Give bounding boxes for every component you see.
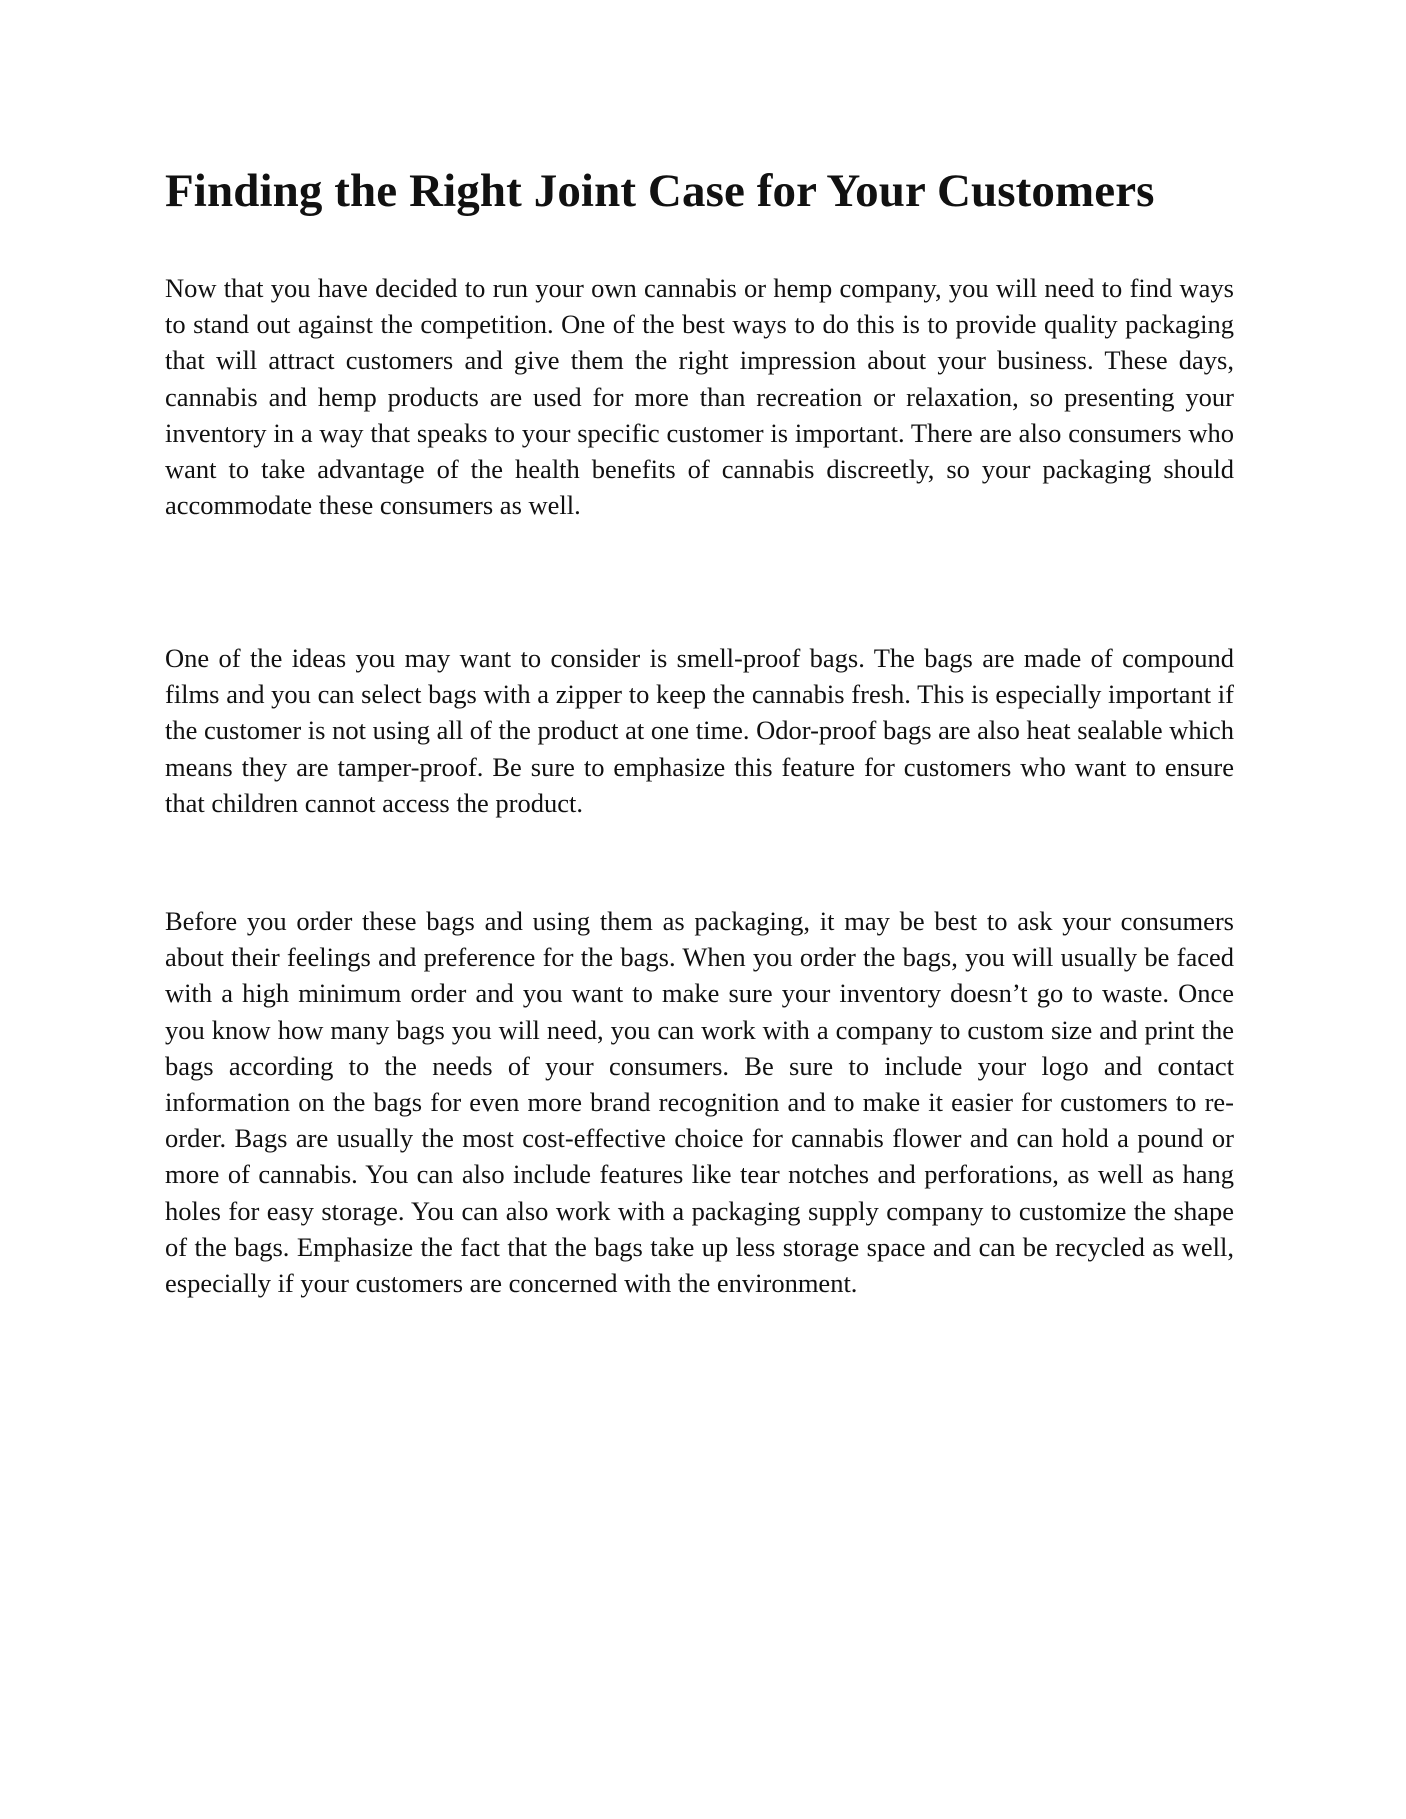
paragraph-intro: Now that you have decided to run your own cannabis or hemp company, you will need to find ways to stand out against the competition. One of the best ways to do this is to provide quality packaging that will attract customers and give them the right impression about your business. These days, cannabis and hemp products are used for more than recreation or relaxation, so presenting your inventory in a way that speaks to your specific customer is important. There are also consumers who want to take advantage of the health benefits of cannabis discreetly, so your packaging should accommodate these consumers as well. [165, 273, 1234, 521]
paragraph-ordering-bags: Before you order these bags and using them as packaging, it may be best to ask your consumers about their feelings and preference for the bags. When you order the bags, you will usually be faced with a high minimum order and you want to make sure your inventory doesn’t go to waste. Once you know how many bags you will need, you can work with a company to custom size and print the bags according to the needs of your consumers. Be sure to include your logo and contact information on the bags for even more brand recognition and to make it easier for customers to re-order. Bags are usually the most cost-effective choice for cannabis flower and can hold a pound or more of cannabis. You can also include features like tear notches and perforations, as well as hang holes for easy storage. You can also work with a packaging supply company to customize the shape of the bags. Emphasize the fact that the bags take up less storage space and can be recycled as well, especially if your customers are concerned with the environment. [165, 906, 1234, 1299]
document-title: Finding the Right Joint Case for Your Customers [165, 165, 1155, 217]
paragraph-smell-proof-bags: One of the ideas you may want to consider is smell-proof bags. The bags are made of compound films and you can select bags with a zipper to keep the cannabis fresh. This is especially important if the customer is not using all of the product at one time. Odor-proof bags are also heat sealable which means they are tamper-proof. Be sure to emphasize this feature for customers who want to ensure that children cannot access the product. [165, 643, 1234, 818]
